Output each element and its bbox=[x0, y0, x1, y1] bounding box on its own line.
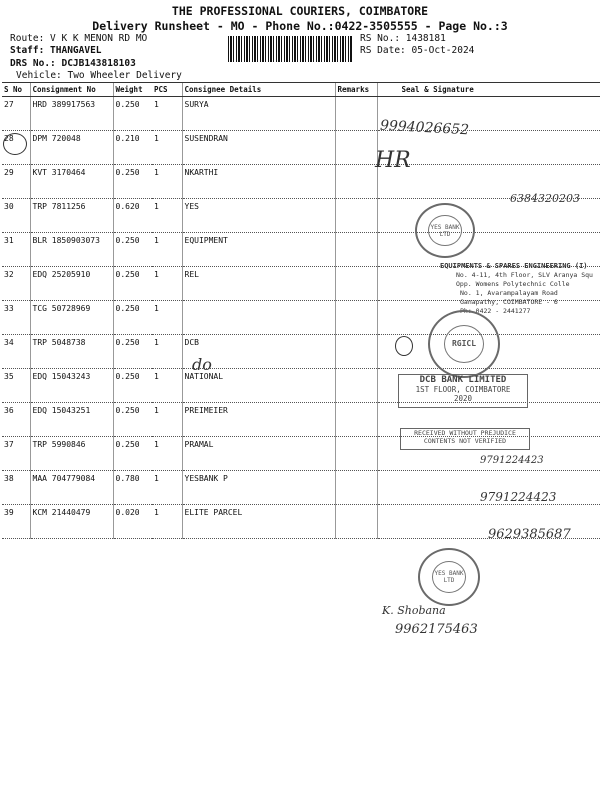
row-weight: 0.210 bbox=[113, 131, 152, 165]
vehicle-label: Vehicle: Two Wheeler Delivery bbox=[16, 70, 182, 81]
company-title: THE PROFESSIONAL COURIERS, COIMBATORE bbox=[171, 4, 429, 18]
row-weight: 0.250 bbox=[113, 335, 152, 369]
table-row bbox=[2, 335, 600, 369]
handwriting-row-33: do bbox=[192, 355, 212, 374]
col-sno: S No bbox=[2, 83, 30, 97]
row-remarks bbox=[335, 437, 377, 471]
row-consignee: SUSENDRAN bbox=[182, 131, 335, 165]
table-row bbox=[2, 97, 600, 131]
row-consignment-no: EDQ 25205910 bbox=[30, 267, 113, 301]
route-label: Route: V K K MENON RD MO bbox=[10, 33, 148, 44]
staff-label: Staff: THANGAVEL bbox=[10, 45, 102, 56]
row-pcs: 1 bbox=[152, 165, 182, 199]
rs-number: RS No.: 1438181 bbox=[360, 33, 446, 44]
row-consignee: ELITE PARCEL bbox=[182, 505, 335, 539]
row-consignment-no: KCM 21440479 bbox=[30, 505, 113, 539]
signature-row-39-phone: 9962175463 bbox=[395, 622, 478, 637]
yes-bank-stamp-row-30: YES BANK LTD bbox=[415, 203, 475, 258]
row-consignee: NATIONAL bbox=[182, 369, 335, 403]
row-weight: 0.780 bbox=[113, 471, 152, 505]
col-weight: Weight bbox=[113, 83, 152, 97]
row-weight: 0.250 bbox=[113, 437, 152, 471]
row-pcs: 1 bbox=[152, 97, 182, 131]
row-weight: 0.250 bbox=[113, 267, 152, 301]
signature-row-27: 9994026652 bbox=[379, 117, 470, 139]
row-sno: 36 bbox=[2, 403, 30, 437]
row-consignment-no: EDQ 15043251 bbox=[30, 403, 113, 437]
row-weight: 0.250 bbox=[113, 301, 152, 335]
row-remarks bbox=[335, 233, 377, 267]
row-pcs: 1 bbox=[152, 505, 182, 539]
signature-row-29: 6384320203 bbox=[510, 192, 580, 205]
row-consignment-no: TCG 50728969 bbox=[30, 301, 113, 335]
row-weight: 0.250 bbox=[113, 97, 152, 131]
row-sno: 37 bbox=[2, 437, 30, 471]
row-consignment-no: TRP 5990846 bbox=[30, 437, 113, 471]
row-sno: 33 bbox=[2, 301, 30, 335]
row-consignee: YESBANK P bbox=[182, 471, 335, 505]
row-weight: 0.020 bbox=[113, 505, 152, 539]
row-remarks bbox=[335, 199, 377, 233]
row-consignee: NKARTHI bbox=[182, 165, 335, 199]
col-consignment: Consignment No bbox=[30, 83, 113, 97]
row-sno: 39 bbox=[2, 505, 30, 539]
table-row bbox=[2, 131, 600, 165]
equipment-stamp: EQUIPMENTS & SPARES ENGINEERING (I) No. 4-11, 4th Floor, SLV Aranya Squ Opp. Womens Polytechnic Colle No. 1, Avarampalayam Road Ganapathy, COIMBATORE - 6 Ph: 0422 - 2441277 bbox=[440, 262, 593, 315]
row-consignment-no: TRP 7811256 bbox=[30, 199, 113, 233]
reliance-rgicl-stamp: RGICL bbox=[428, 310, 500, 378]
row-sno: 35 bbox=[2, 369, 30, 403]
row-consignee: SURYA bbox=[182, 97, 335, 131]
barcode-image bbox=[228, 36, 352, 62]
row-pcs: 1 bbox=[152, 369, 182, 403]
row-sno: 28 bbox=[2, 131, 30, 165]
yes-bank-stamp-row-38: YES BANK LTD bbox=[418, 548, 480, 606]
signature-row-36a: 9791224423 bbox=[480, 455, 544, 466]
row-consignment-no: DPM 720048 bbox=[30, 131, 113, 165]
row-weight: 0.250 bbox=[113, 233, 152, 267]
row-pcs: 1 bbox=[152, 131, 182, 165]
row-consignment-no: EDQ 15043243 bbox=[30, 369, 113, 403]
row-weight: 0.620 bbox=[113, 199, 152, 233]
row-remarks bbox=[335, 301, 377, 335]
row-remarks bbox=[335, 471, 377, 505]
row-remarks bbox=[335, 505, 377, 539]
row-pcs: 1 bbox=[152, 471, 182, 505]
row-weight: 0.250 bbox=[113, 403, 152, 437]
row-pcs: 1 bbox=[152, 267, 182, 301]
rs-date: RS Date: 05-Oct-2024 bbox=[360, 45, 475, 56]
row-consignee: PRAMAL bbox=[182, 437, 335, 471]
row-consignee: EQUIPMENT bbox=[182, 233, 335, 267]
row-sno: 34 bbox=[2, 335, 30, 369]
row-remarks bbox=[335, 97, 377, 131]
row-remarks bbox=[335, 369, 377, 403]
col-pcs: PCS bbox=[152, 83, 182, 97]
row-weight: 0.250 bbox=[113, 369, 152, 403]
col-remarks: Remarks bbox=[335, 83, 377, 97]
row-remarks bbox=[335, 403, 377, 437]
row-consignment-no: BLR 1850903073 bbox=[30, 233, 113, 267]
row-sno: 31 bbox=[2, 233, 30, 267]
row-consignment-no: MAA 704779084 bbox=[30, 471, 113, 505]
row-pcs: 1 bbox=[152, 233, 182, 267]
row-28-circle-mark bbox=[3, 133, 27, 155]
signature-row-28: HR bbox=[375, 148, 411, 173]
signature-row-36b: 9791224423 bbox=[480, 490, 557, 504]
row-consignee: YES bbox=[182, 199, 335, 233]
drs-number: DRS No.: DCJB143818103 bbox=[10, 58, 136, 69]
row-sno: 32 bbox=[2, 267, 30, 301]
row-consignment-no: KVT 3170464 bbox=[30, 165, 113, 199]
row-remarks bbox=[335, 131, 377, 165]
runsheet-title: Delivery Runsheet - MO - Phone No.:0422-3505555 - Page No.:3 bbox=[92, 19, 508, 33]
row-pcs: 1 bbox=[152, 199, 182, 233]
row-weight: 0.250 bbox=[113, 165, 152, 199]
row-remarks bbox=[335, 267, 377, 301]
row-consignment-no: HRD 389917563 bbox=[30, 97, 113, 131]
row-sno: 29 bbox=[2, 165, 30, 199]
row-sno: 27 bbox=[2, 97, 30, 131]
row-consignee: PREIMEIER bbox=[182, 403, 335, 437]
row-consignee bbox=[182, 301, 335, 335]
signature-row-37: 9629385687 bbox=[488, 527, 571, 542]
row-consignment-no: TRP 5048738 bbox=[30, 335, 113, 369]
table-header bbox=[2, 83, 600, 97]
row-sno: 38 bbox=[2, 471, 30, 505]
row-pcs: 1 bbox=[152, 335, 182, 369]
row-remarks bbox=[335, 335, 377, 369]
dcb-bank-stamp: DCB BANK LIMITED 1ST FLOOR, COIMBATORE 2020 bbox=[398, 374, 528, 408]
row-remarks bbox=[335, 165, 377, 199]
col-seal: Seal & Signature bbox=[377, 83, 600, 97]
row-pcs: 1 bbox=[152, 403, 182, 437]
row-pcs: 1 bbox=[152, 301, 182, 335]
row-consignee: REL bbox=[182, 267, 335, 301]
received-stamp: RECEIVED WITHOUT PREJUDICE CONTENTS NOT VERIFIED bbox=[400, 428, 530, 450]
col-consignee: Consignee Details bbox=[182, 83, 335, 97]
row-consignee: DCB bbox=[182, 335, 335, 369]
row-sno: 30 bbox=[2, 199, 30, 233]
row-32-circle-mark bbox=[395, 336, 413, 356]
signature-row-39-name: K. Shobana bbox=[382, 604, 446, 617]
row-pcs: 1 bbox=[152, 437, 182, 471]
